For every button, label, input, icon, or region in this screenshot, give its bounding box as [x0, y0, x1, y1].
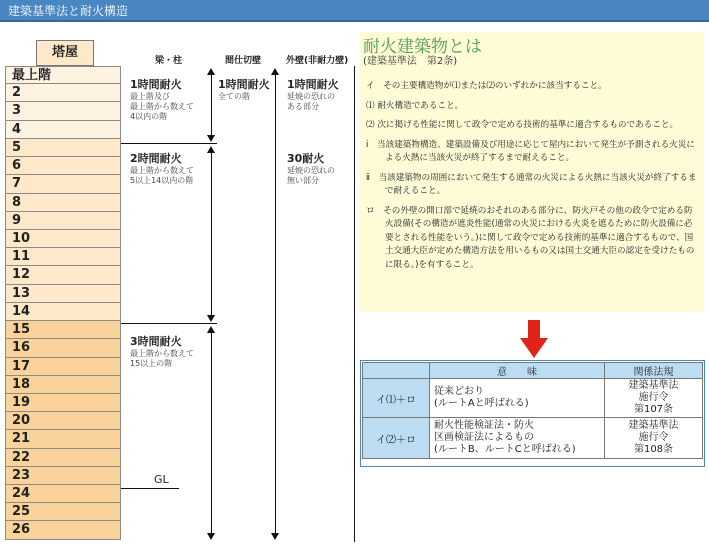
floor-row: 9	[5, 212, 121, 230]
beam-rating-2: 2時間耐火	[130, 152, 182, 165]
beam-line-3	[211, 330, 212, 538]
partition-line	[275, 72, 276, 538]
floor-row: 12	[5, 266, 121, 284]
definition-para: ⑵ 次に掲げる性能に関して政令で定める技術的基準に適合するものであること。	[366, 120, 679, 130]
floor-row: 18	[5, 376, 121, 394]
floor-row: 21	[5, 430, 121, 448]
down-arrow-icon	[520, 320, 548, 358]
floor-row: 8	[5, 194, 121, 212]
floor-row: 23	[5, 467, 121, 485]
floor-row: 19	[5, 394, 121, 412]
table-header-cell	[363, 363, 430, 379]
definition-para: ロ その外壁の開口部で延焼のおそれのある部分に、防火戸その他の政令で定める防火設備(その構造が遮炎性能(通常の火災における火炎を遮るために防火設備に必要とされる性能をいう。)に関して政令で定める技術的基準に適合するもので、国土交通大臣が定めた構造方法を用いるもの又は国土交通大臣の認定を受けたものに限る。)を有すること。	[366, 205, 695, 270]
exterior-note-2: 延焼の恐れの 無い部分	[287, 166, 335, 185]
floor-row: 17	[5, 358, 121, 376]
table-header-row	[363, 363, 703, 379]
definition-para: イ その主要構造物が⑴または⑵のいずれかに該当すること。	[366, 81, 607, 91]
beam-line-1	[211, 72, 212, 140]
title-bar: 建築基準法と耐火構造	[0, 0, 709, 22]
partition-rating: 1時間耐火	[218, 78, 270, 91]
roof-label: 塔屋	[36, 40, 94, 66]
table-header-cell: 意 味	[430, 363, 605, 379]
ground-level-line	[121, 488, 179, 489]
col-head-partition: 間仕切壁	[225, 56, 262, 66]
floor-row: 16	[5, 339, 121, 357]
floor-row: 15	[5, 321, 121, 339]
arrow-down-icon	[271, 533, 279, 540]
table-law-cell: 建築基準法 施行令 第108条	[605, 418, 703, 459]
exterior-note-1: 延焼の恐れの ある部分	[287, 92, 335, 111]
exterior-rating-2: 30耐火	[287, 152, 325, 165]
exterior-line	[354, 66, 355, 542]
table-key-cell: イ⑴＋ロ	[363, 379, 430, 418]
floor-row: 26	[5, 521, 121, 539]
table-law-cell: 建築基準法 施行令 第107条	[605, 379, 703, 418]
table-meaning-cell: 従来どおり (ルートAと呼ばれる)	[430, 379, 605, 418]
definition-para: ⅰ 当該建築物構造、建築設備及び用途に応じて屋内において発生が予測される火災による火熱に当該火災が終了するまで耐えること。	[366, 139, 695, 163]
beam-line-2	[211, 150, 212, 320]
table-row	[363, 379, 703, 418]
floor-row: 7	[5, 175, 121, 193]
table-key-cell: イ⑵＋ロ	[363, 418, 430, 459]
floor-list	[5, 66, 121, 540]
divider-15f	[121, 323, 217, 324]
ground-level-label: GL	[154, 473, 169, 486]
floor-row: 11	[5, 248, 121, 266]
partition-note: 全ての階	[218, 92, 250, 101]
floor-row: 24	[5, 485, 121, 503]
beam-note-1: 最上階及び 最上階から数えて 4以内の階	[130, 92, 194, 121]
floor-row: 25	[5, 503, 121, 521]
col-head-exterior: 外壁(非耐力壁)	[286, 56, 349, 66]
floor-row: 22	[5, 449, 121, 467]
arrow-down-icon	[207, 533, 215, 540]
definition-subtitle: (建築基準法 第2条)	[363, 56, 458, 67]
definition-para: ⑴ 耐火構造であること。	[366, 100, 464, 111]
floor-row: 13	[5, 285, 121, 303]
floor-row: 2	[5, 84, 121, 102]
definition-para: ⅱ 当該建築物の周囲において発生する通常の火災による火熱に当該火災が終了するまで耐えること。	[366, 172, 697, 196]
relation-table	[362, 362, 703, 459]
floor-row: 10	[5, 230, 121, 248]
beam-note-3: 最上階から数えて 15以上の階	[130, 349, 194, 368]
beam-note-2: 最上階から数えて 5以上14以内の階	[130, 166, 194, 185]
divider-5f	[121, 143, 217, 144]
col-head-beam: 梁・柱	[155, 56, 183, 66]
arrow-down-icon	[207, 315, 215, 322]
table-row	[363, 418, 703, 459]
floor-row: 20	[5, 412, 121, 430]
definition-body	[366, 80, 700, 278]
beam-rating-1: 1時間耐火	[130, 78, 182, 91]
floor-row: 最上階	[5, 66, 121, 84]
definition-title: 耐火建築物とは	[363, 37, 482, 57]
table-header-cell: 関係法規	[605, 363, 703, 379]
table-meaning-cell: 耐火性能検証法・防火 区画検証法によるもの (ルートB、ルートCと呼ばれる)	[430, 418, 605, 459]
floor-row: 14	[5, 303, 121, 321]
arrow-down-icon	[207, 135, 215, 142]
beam-rating-3: 3時間耐火	[130, 335, 182, 348]
floor-row: 6	[5, 157, 121, 175]
floor-row: 3	[5, 102, 121, 120]
exterior-rating-1: 1時間耐火	[287, 78, 339, 91]
floor-row: 4	[5, 121, 121, 139]
floor-row: 5	[5, 139, 121, 157]
